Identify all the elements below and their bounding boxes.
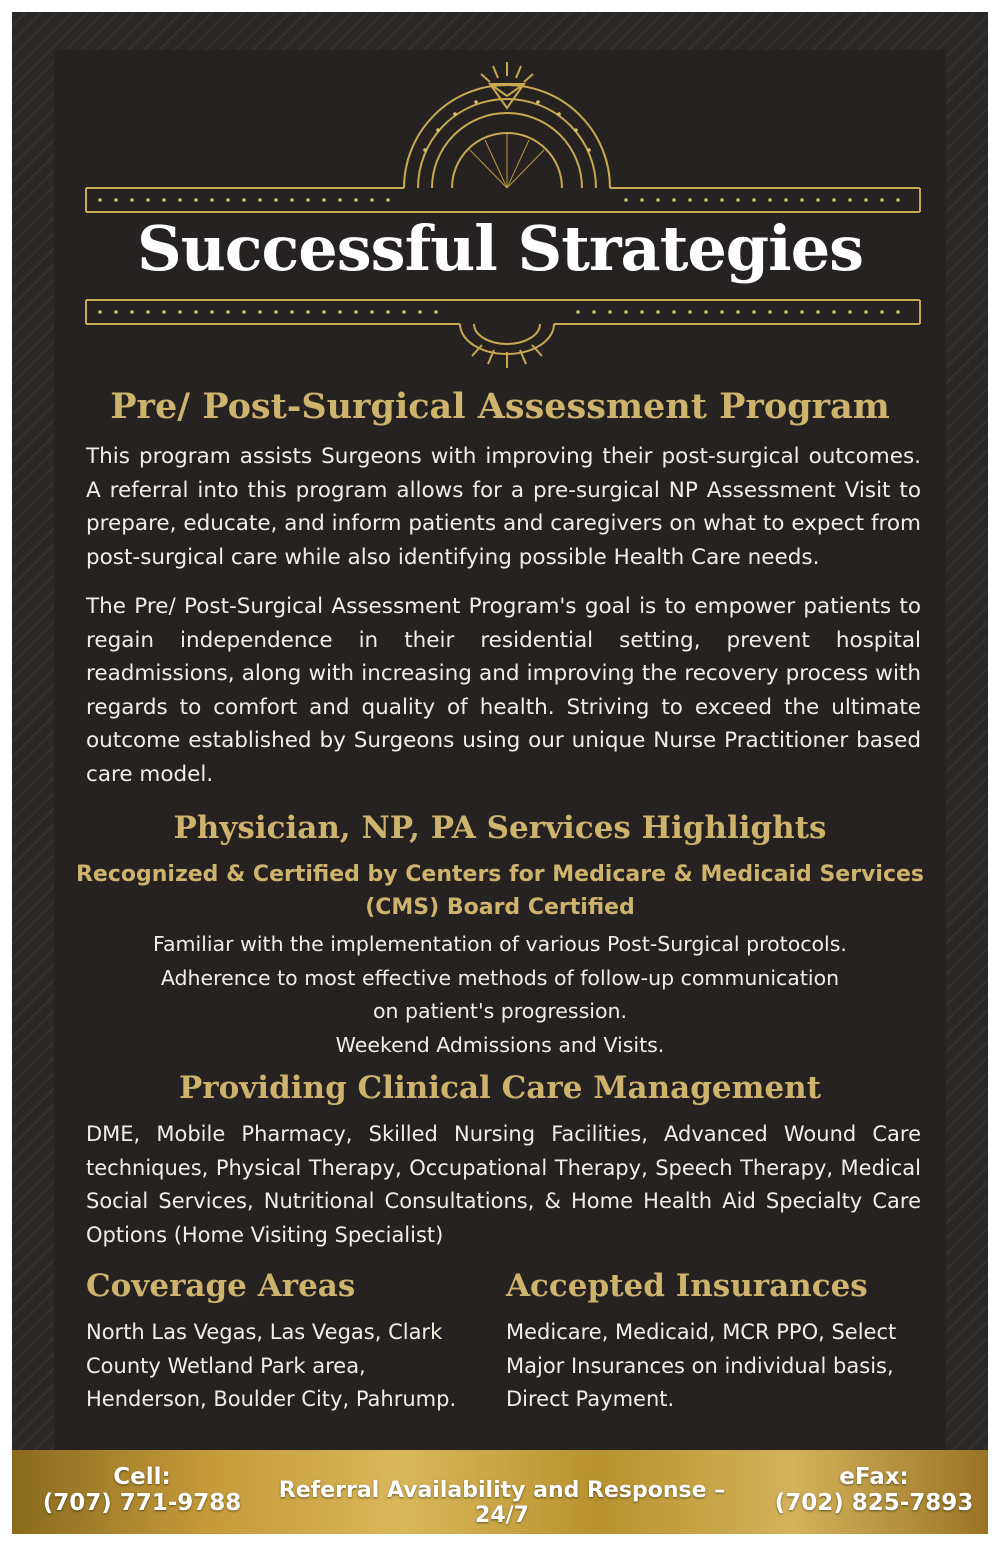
coverage-heading: Coverage Areas [86, 1268, 356, 1304]
insurance-text [506, 1316, 896, 1417]
art-deco-ornament [0, 0, 1000, 380]
coverage-line: Henderson, Boulder City, Pahrump. [86, 1387, 457, 1411]
insurance-line: Direct Payment. [506, 1387, 675, 1411]
efax-contact [764, 1464, 984, 1516]
services-line: Familiar with the implementation of various Post-Surgical protocols. [153, 932, 847, 956]
cell-contact [32, 1464, 252, 1516]
insurance-heading: Accepted Insurances [506, 1268, 868, 1304]
contact-footer [12, 1450, 988, 1534]
coverage-text [86, 1316, 456, 1417]
cell-label: Cell: [113, 1464, 171, 1490]
clinical-care-paragraph: DME, Mobile Pharmacy, Skilled Nursing Facilities, Advanced Wound Care techniques, Physical Therapy, Occupational Therapy, Speech Therapy, Medical Social Services, Nutritional Consultations, & Home Health Aid Specialty Care Options (Home Visiting Specialist) [86, 1122, 921, 1247]
page-title: Successful Strategies [136, 212, 864, 285]
services-list [0, 928, 1000, 1062]
section-heading-assessment: Pre/ Post-Surgical Assessment Program [110, 386, 890, 427]
coverage-line: County Wetland Park area, [86, 1353, 366, 1378]
coverage-line: North Las Vegas, Las Vegas, Clark [86, 1320, 443, 1344]
insurance-line: Major Insurances on individual basis, [506, 1353, 894, 1378]
referral-availability: Referral Availability and Response – 24/7 [278, 1478, 726, 1528]
certification-line-1: Recognized & Certified by Centers for Medicare & Medicaid Services [75, 862, 925, 887]
section-heading-services: Physician, NP, PA Services Highlights [173, 810, 827, 846]
certification-line-2: (CMS) Board Certified [365, 895, 635, 920]
section-heading-clinical-care: Providing Clinical Care Management [178, 1070, 822, 1106]
services-line: Weekend Admissions and Visits. [335, 1032, 665, 1057]
assessment-paragraph-2: The Pre/ Post-Surgical Assessment Program's goal is to empower patients to regain independence in their residential setting, prevent hospital readmissions, along with increasing and improving the recovery process with regards to comfort and quality of health. Striving to exceed the ultimate outcome established by Surgeons using our unique Nurse Practitioner based care model. [86, 594, 921, 787]
services-line: Adherence to most effective methods of follow-up communication [160, 965, 840, 990]
cell-number[interactable]: (707) 771-9788 [42, 1490, 242, 1516]
insurance-line: Medicare, Medicaid, MCR PPO, Select [506, 1320, 897, 1344]
assessment-paragraph-1: This program assists Surgeons with improving their post-surgical outcomes. A referral into this program allows for a pre-surgical NP Assessment Visit to prepare, educate, and inform patients and caregivers on what to expect from post-surgical care while also identifying possible Health Care needs. [86, 444, 921, 570]
efax-number[interactable]: (702) 825-7893 [774, 1490, 974, 1516]
services-line: on patient's progression. [372, 999, 628, 1023]
efax-label: eFax: [839, 1464, 909, 1490]
